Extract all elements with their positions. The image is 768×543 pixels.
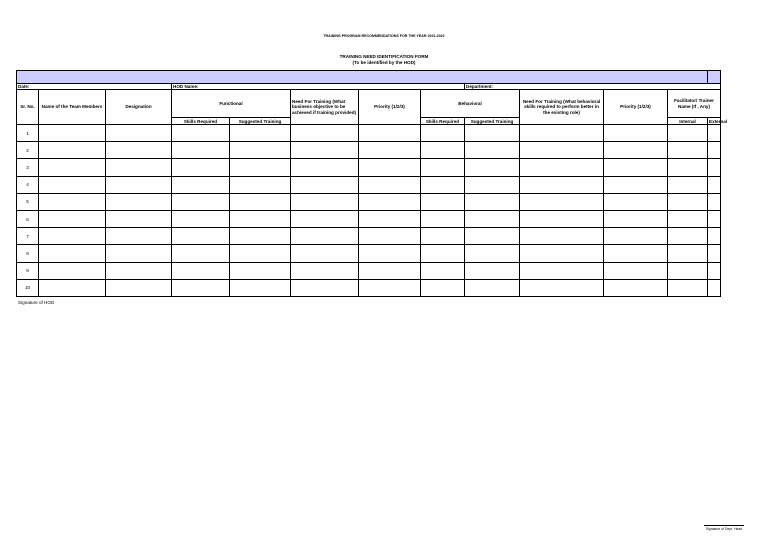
table-row: [17, 193, 721, 210]
entry-cell[interactable]: [39, 279, 106, 296]
entry-cell[interactable]: [520, 262, 604, 279]
entry-cell[interactable]: [520, 279, 604, 296]
entry-cell[interactable]: [708, 142, 721, 159]
entry-cell[interactable]: [421, 262, 465, 279]
document-top-title: TRAINING PROGRAM RECOMMENDATIONS FOR THE YEAR 2021-2022: [323, 34, 445, 38]
entry-cell[interactable]: [291, 279, 359, 296]
table-row: [17, 176, 721, 193]
entry-cell[interactable]: [172, 176, 230, 193]
entry-cell[interactable]: [604, 176, 668, 193]
entry-cell[interactable]: [668, 159, 708, 176]
entry-cell[interactable]: [520, 125, 604, 142]
entry-cell[interactable]: [421, 142, 465, 159]
entry-cell[interactable]: [172, 193, 230, 210]
entry-cell[interactable]: [465, 176, 520, 193]
entry-cell[interactable]: [359, 142, 421, 159]
entry-cell[interactable]: [172, 262, 230, 279]
entry-cell[interactable]: [230, 142, 291, 159]
entry-cell[interactable]: [708, 245, 721, 262]
subheader-external: External: [709, 118, 728, 124]
entry-cell[interactable]: [106, 262, 172, 279]
entry-cell[interactable]: [230, 228, 291, 245]
entry-cell[interactable]: [359, 210, 421, 227]
row-number: 7: [17, 228, 39, 245]
entry-cell[interactable]: [172, 125, 230, 142]
table-row: [17, 245, 721, 262]
header-designation: Designation: [106, 90, 172, 125]
header-team-member-name: Name of the Team Members: [39, 90, 106, 125]
entry-cell[interactable]: [291, 228, 359, 245]
entry-cell[interactable]: [172, 245, 230, 262]
entry-cell[interactable]: [359, 193, 421, 210]
entry-cell[interactable]: [421, 176, 465, 193]
entry-cell[interactable]: [520, 142, 604, 159]
entry-cell[interactable]: [708, 159, 721, 176]
table-row: [17, 210, 721, 227]
row-number: 9: [17, 262, 39, 279]
subheader-suggested-training-functional: Suggested Training: [230, 118, 291, 125]
entry-cell[interactable]: [520, 245, 604, 262]
entry-cell[interactable]: [465, 142, 520, 159]
entry-cell[interactable]: [172, 228, 230, 245]
table-row: [17, 228, 721, 245]
entry-cell[interactable]: [668, 193, 708, 210]
entry-cell[interactable]: [465, 228, 520, 245]
header-behavioral: Behavioral: [421, 90, 520, 118]
header-band: [17, 71, 721, 84]
entry-cell[interactable]: [668, 245, 708, 262]
table-row: [17, 159, 721, 176]
entry-cell[interactable]: [708, 262, 721, 279]
form-title: TRAINING NEED IDENTIFICATION FORM: [339, 54, 429, 59]
entry-cell[interactable]: [106, 193, 172, 210]
entry-cell[interactable]: [39, 142, 106, 159]
entry-cell[interactable]: [106, 176, 172, 193]
entry-cell[interactable]: [291, 125, 359, 142]
row-number: 10: [17, 279, 39, 296]
header-facilitator: Facilitator/ Trainer Name (If , Any): [668, 90, 721, 118]
entry-cell[interactable]: [230, 193, 291, 210]
entry-cell[interactable]: [465, 125, 520, 142]
entry-cell[interactable]: [359, 159, 421, 176]
row-number: 8: [17, 245, 39, 262]
entry-cell[interactable]: [520, 228, 604, 245]
band-end-cell: [708, 71, 721, 84]
entry-cell[interactable]: [668, 228, 708, 245]
band-cell: [17, 71, 708, 84]
entry-cell[interactable]: [708, 228, 721, 245]
entry-cell[interactable]: [230, 125, 291, 142]
row-number: 6: [17, 210, 39, 227]
entry-cell[interactable]: [39, 210, 106, 227]
entry-cell[interactable]: [421, 245, 465, 262]
subheader-suggested-training-behavioral: Suggested Training: [465, 118, 520, 125]
entry-cell[interactable]: [172, 142, 230, 159]
subheader-skills-required-behavioral: Skills Required: [421, 118, 465, 125]
entry-cell[interactable]: [421, 193, 465, 210]
entry-cell[interactable]: [359, 279, 421, 296]
entry-cell[interactable]: [291, 262, 359, 279]
entry-cell[interactable]: [708, 125, 721, 142]
entry-cell[interactable]: [39, 125, 106, 142]
entry-cell[interactable]: [359, 228, 421, 245]
row-number: 2: [17, 142, 39, 159]
entry-cell[interactable]: [604, 262, 668, 279]
entry-cell[interactable]: [359, 125, 421, 142]
row-number: 1: [17, 125, 39, 142]
entry-cell[interactable]: [520, 193, 604, 210]
entry-cell[interactable]: [421, 228, 465, 245]
entry-cell[interactable]: [230, 245, 291, 262]
entry-cell[interactable]: [668, 176, 708, 193]
entry-cell[interactable]: [106, 142, 172, 159]
entry-cell[interactable]: [172, 210, 230, 227]
entry-cell[interactable]: [421, 125, 465, 142]
entry-cell[interactable]: [604, 279, 668, 296]
department-label: Department:: [466, 84, 494, 89]
entry-cell[interactable]: [39, 228, 106, 245]
entry-cell[interactable]: [520, 159, 604, 176]
date-label: Date:: [18, 84, 30, 89]
entry-cell[interactable]: [39, 193, 106, 210]
entry-cell[interactable]: [708, 193, 721, 210]
entry-cell[interactable]: [421, 210, 465, 227]
entry-cell[interactable]: [604, 193, 668, 210]
entry-cell[interactable]: [604, 210, 668, 227]
entry-cell[interactable]: [291, 210, 359, 227]
entry-cell[interactable]: [172, 159, 230, 176]
entry-cell[interactable]: [230, 159, 291, 176]
header-priority-functional: Priority (1/2/3): [359, 90, 421, 125]
header-functional: Functional: [172, 90, 291, 118]
entry-cell[interactable]: [106, 279, 172, 296]
entry-cell[interactable]: [520, 176, 604, 193]
entry-cell[interactable]: [106, 245, 172, 262]
entry-cell[interactable]: [604, 142, 668, 159]
entry-cell[interactable]: [668, 262, 708, 279]
entry-cell[interactable]: [359, 245, 421, 262]
entry-cell[interactable]: [708, 176, 721, 193]
header-need-behavioral: Need For Training (What behavioral skills required to perform better in the existing role): [520, 90, 604, 125]
entry-cell[interactable]: [106, 210, 172, 227]
entry-cell[interactable]: [465, 245, 520, 262]
table-row: [17, 279, 721, 296]
entry-cell[interactable]: [106, 159, 172, 176]
entry-cell[interactable]: [291, 159, 359, 176]
entry-cell[interactable]: [230, 210, 291, 227]
entry-cell[interactable]: [172, 279, 230, 296]
entry-cell[interactable]: [421, 279, 465, 296]
data-rows: [17, 125, 721, 297]
entry-cell[interactable]: [520, 210, 604, 227]
entry-cell[interactable]: [39, 176, 106, 193]
entry-cell[interactable]: [230, 279, 291, 296]
row-number: 5: [17, 193, 39, 210]
entry-cell[interactable]: [421, 159, 465, 176]
entry-cell[interactable]: [291, 176, 359, 193]
table-row: [17, 262, 721, 279]
entry-cell[interactable]: [39, 262, 106, 279]
entry-cell[interactable]: [465, 262, 520, 279]
entry-cell[interactable]: [291, 193, 359, 210]
header-sr-no: Sr. No.: [17, 90, 39, 125]
form-subtitle: (To be identified by the HOD): [352, 59, 416, 65]
subheader-internal: Internal: [668, 118, 708, 125]
column-header-row: [17, 90, 721, 118]
table-row: [17, 125, 721, 142]
entry-cell[interactable]: [604, 159, 668, 176]
entry-cell[interactable]: [604, 245, 668, 262]
entry-cell[interactable]: [465, 210, 520, 227]
entry-cell[interactable]: [291, 142, 359, 159]
entry-cell[interactable]: [465, 279, 520, 296]
entry-cell[interactable]: [465, 193, 520, 210]
entry-cell[interactable]: [230, 176, 291, 193]
entry-cell[interactable]: [708, 279, 721, 296]
entry-cell[interactable]: [106, 125, 172, 142]
entry-cell[interactable]: [291, 245, 359, 262]
entry-cell[interactable]: [708, 210, 721, 227]
dept-head-signature-line: [704, 525, 744, 526]
entry-cell[interactable]: [359, 176, 421, 193]
entry-cell[interactable]: [39, 245, 106, 262]
header-need-functional: Need For Training (What business objective to be achieved if training provided): [291, 90, 359, 125]
entry-cell[interactable]: [465, 159, 520, 176]
table-row: [17, 142, 721, 159]
entry-cell[interactable]: [604, 125, 668, 142]
row-number: 4: [17, 176, 39, 193]
subheader-skills-required-functional: Skills Required: [172, 118, 230, 125]
form-title-block: [0, 54, 768, 65]
entry-cell[interactable]: [230, 262, 291, 279]
entry-cell[interactable]: [359, 262, 421, 279]
dept-head-signature-label: Signature of Dept. Head: [705, 527, 743, 531]
hod-name-label: HOD Name:: [173, 84, 199, 89]
entry-cell[interactable]: [604, 228, 668, 245]
entry-cell[interactable]: [668, 279, 708, 296]
entry-cell[interactable]: [39, 159, 106, 176]
row-number: 3: [17, 159, 39, 176]
entry-cell[interactable]: [668, 210, 708, 227]
hod-signature-label: Signature of HOD: [18, 300, 55, 305]
training-need-table: [16, 70, 728, 297]
entry-cell[interactable]: [106, 228, 172, 245]
header-priority-behavioral: Priority (1/2/3): [604, 90, 668, 125]
entry-cell[interactable]: [668, 142, 708, 159]
entry-cell[interactable]: [668, 125, 708, 142]
